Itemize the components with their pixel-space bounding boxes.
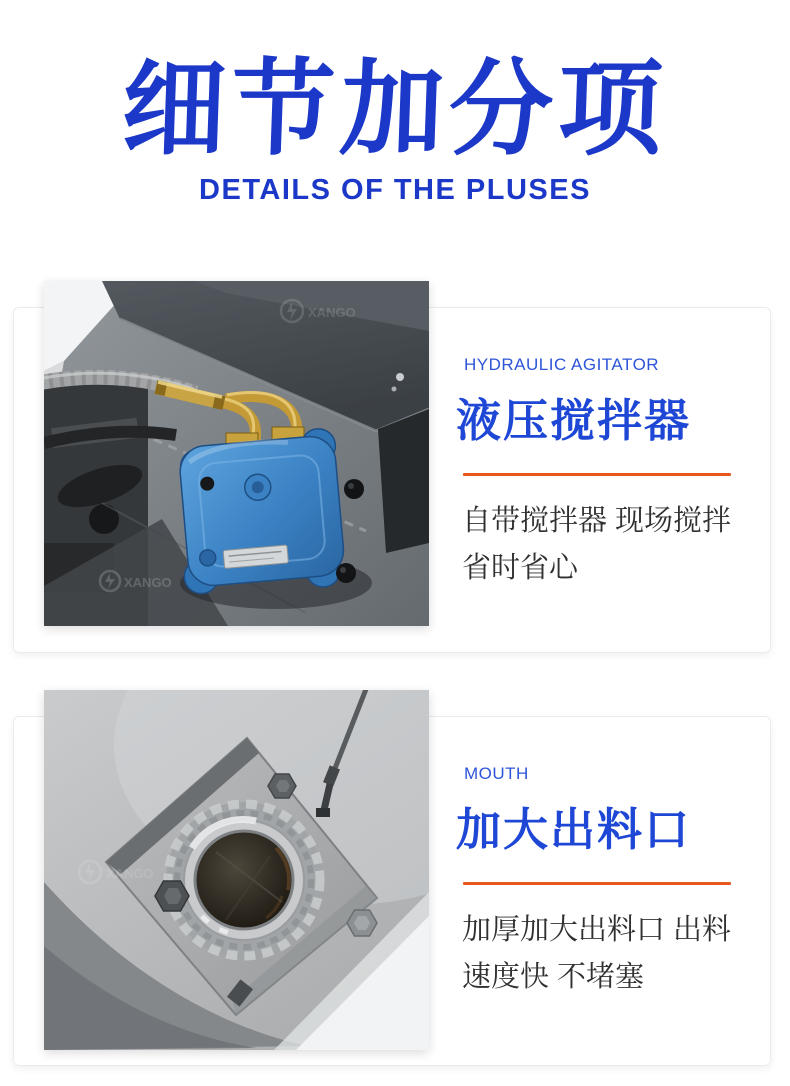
description-line: 加厚加大出料口 出料 xyxy=(462,914,732,946)
black-bolt xyxy=(344,479,364,499)
page-title: 细节加分项 xyxy=(120,52,670,168)
black-bolt xyxy=(336,563,356,583)
flange-bolt-right xyxy=(347,910,377,936)
description-line: 省时省心 xyxy=(462,552,579,584)
discharge-outlet-illustration xyxy=(44,690,429,1050)
orange-divider xyxy=(463,882,731,885)
description-line: 速度快 不堵塞 xyxy=(462,961,645,993)
section-description xyxy=(462,498,731,592)
outlet-hole xyxy=(195,831,293,929)
outlet-pipe xyxy=(166,802,322,958)
hydraulic-agitator-photo xyxy=(44,281,429,626)
flange-bolt-top xyxy=(268,774,296,798)
section-label-en: HYDRAULIC AGITATOR xyxy=(464,355,660,374)
feature-card-discharge-mouth xyxy=(13,716,771,1066)
section-label-en: MOUTH xyxy=(464,764,529,783)
hydraulic-agitator-illustration xyxy=(44,281,429,626)
svg-text:XANGO: XANGO xyxy=(308,305,356,320)
section-title-cn: 液压搅拌器 xyxy=(456,395,692,446)
discharge-outlet-photo xyxy=(44,690,429,1050)
blue-pump-body xyxy=(172,427,347,599)
section-description xyxy=(462,907,731,1001)
page-subtitle: DETAILS OF THE PLUSES xyxy=(199,174,591,207)
section-title-cn: 加大出料口 xyxy=(456,804,692,855)
page-header xyxy=(0,52,790,207)
description-line: 自带搅拌器 现场搅拌 xyxy=(462,505,732,537)
feature-card-hydraulic-agitator xyxy=(13,307,771,653)
orange-divider xyxy=(463,473,731,476)
svg-text:XANGO: XANGO xyxy=(106,866,154,881)
svg-text:XANGO: XANGO xyxy=(124,575,172,590)
flange-bolt-left xyxy=(155,881,189,911)
